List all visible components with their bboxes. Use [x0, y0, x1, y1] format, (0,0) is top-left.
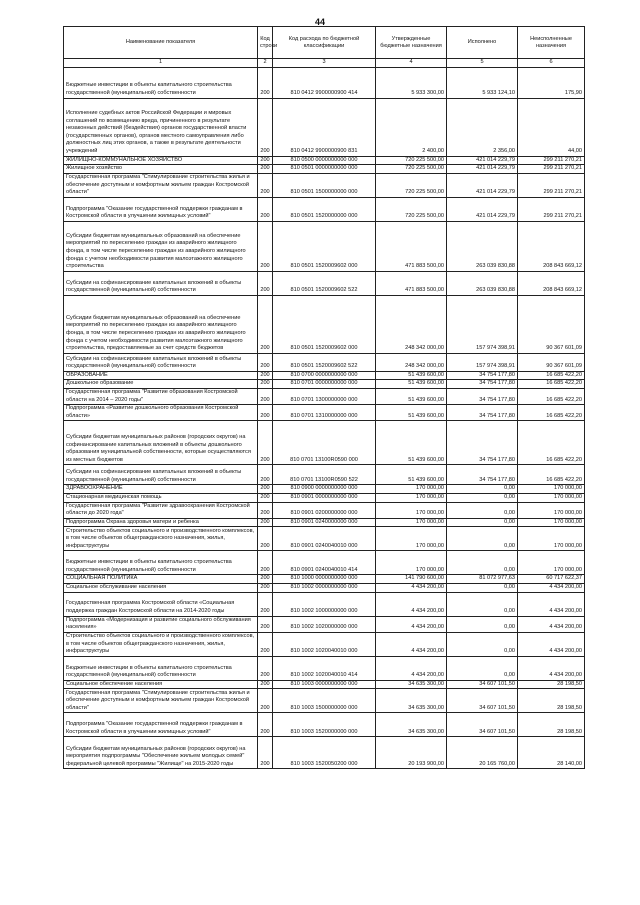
expense-code-cell: 810 0701 1310000000 000: [273, 405, 376, 421]
table-row: [64, 371, 585, 380]
header-executed: Исполнено: [447, 27, 518, 59]
indicator-name-cell: Подпрограмма «Модернизация и развитие социального обслуживания населения»: [64, 616, 258, 632]
indicator-name-cell: СОЦИАЛЬНАЯ ПОЛИТИКА: [64, 575, 258, 584]
unexecuted-amount-cell: 4 434 200,00: [518, 592, 585, 616]
unexecuted-amount-cell: 170 000,00: [518, 518, 585, 527]
header-line-code: Код строки: [258, 27, 273, 59]
executed-amount-cell: 0,00: [447, 551, 518, 575]
table-row: [64, 680, 585, 689]
expense-code-cell: 810 1002 1020000000 000: [273, 616, 376, 632]
table-row: [64, 98, 585, 156]
line-code-cell: 200: [258, 713, 273, 737]
table-row: [64, 583, 585, 592]
column-number: 5: [447, 59, 518, 68]
table-row: [64, 656, 585, 680]
executed-amount-cell: 34 754 177,80: [447, 388, 518, 404]
indicator-name-cell: Государственная программа Костромской области «Социальная поддержка граждан Костромской области на 2014-2020 годы: [64, 592, 258, 616]
unexecuted-amount-cell: 90 367 601,09: [518, 295, 585, 353]
indicator-name-cell: ЖИЛИЩНО-КОММУНАЛЬНОЕ ХОЗЯЙСТВО: [64, 156, 258, 165]
indicator-name-cell: Подпрограмма "Оказание государственной поддержки гражданам в Костромской области в улучшении жилищных условий": [64, 197, 258, 221]
approved-amount-cell: 51 439 600,00: [376, 371, 447, 380]
table-row: [64, 713, 585, 737]
approved-amount-cell: 170 000,00: [376, 527, 447, 551]
table-row: [64, 502, 585, 518]
table-row: [64, 173, 585, 197]
executed-amount-cell: 34 754 177,80: [447, 465, 518, 485]
expense-code-cell: 810 1000 0000000000 000: [273, 575, 376, 584]
column-number-row: [64, 59, 585, 68]
header-approved: Утвержденные бюджетные назначения: [376, 27, 447, 59]
table-row: [64, 592, 585, 616]
executed-amount-cell: 34 607 101,50: [447, 689, 518, 713]
approved-amount-cell: 4 434 200,00: [376, 592, 447, 616]
expense-code-cell: 810 0501 1520009602 522: [273, 353, 376, 371]
executed-amount-cell: 0,00: [447, 493, 518, 502]
table-row: [64, 353, 585, 371]
executed-amount-cell: 0,00: [447, 502, 518, 518]
indicator-name-cell: Стационарная медицинская помощь: [64, 493, 258, 502]
executed-amount-cell: 0,00: [447, 518, 518, 527]
approved-amount-cell: 248 342 000,00: [376, 353, 447, 371]
expense-code-cell: 810 0701 13100R0590 522: [273, 465, 376, 485]
table-row: [64, 551, 585, 575]
expense-code-cell: 810 0701 0000000000 000: [273, 380, 376, 389]
expense-code-cell: 810 0501 0000000000 000: [273, 165, 376, 174]
unexecuted-amount-cell: 16 685 422,20: [518, 388, 585, 404]
approved-amount-cell: 4 434 200,00: [376, 656, 447, 680]
table-row: [64, 632, 585, 656]
executed-amount-cell: 263 039 830,88: [447, 221, 518, 271]
header-indicator-name: Наименование показателя: [64, 27, 258, 59]
line-code-cell: 200: [258, 493, 273, 502]
unexecuted-amount-cell: 299 211 270,21: [518, 197, 585, 221]
executed-amount-cell: 2 356,00: [447, 98, 518, 156]
executed-amount-cell: 0,00: [447, 632, 518, 656]
unexecuted-amount-cell: 60 717 622,37: [518, 575, 585, 584]
expense-code-cell: 810 0901 0240000000 000: [273, 518, 376, 527]
executed-amount-cell: 34 754 177,80: [447, 371, 518, 380]
approved-amount-cell: 170 000,00: [376, 502, 447, 518]
line-code-cell: 200: [258, 616, 273, 632]
line-code-cell: 200: [258, 197, 273, 221]
executed-amount-cell: 34 607 101,50: [447, 680, 518, 689]
column-number: 1: [64, 59, 258, 68]
header-expense-code: Код расхода по бюджетной классификации: [273, 27, 376, 59]
table-row: [64, 67, 585, 98]
line-code-cell: 200: [258, 656, 273, 680]
expense-code-cell: 810 0901 0240040010 000: [273, 527, 376, 551]
table-row: [64, 405, 585, 421]
line-code-cell: 200: [258, 173, 273, 197]
executed-amount-cell: 0,00: [447, 656, 518, 680]
indicator-name-cell: Субсидии на софинансирование капитальных вложений в объекты государственной (муниципальной) собственности: [64, 271, 258, 295]
table-row: [64, 689, 585, 713]
executed-amount-cell: 34 754 177,80: [447, 380, 518, 389]
unexecuted-amount-cell: 299 211 270,21: [518, 173, 585, 197]
unexecuted-amount-cell: 299 211 270,21: [518, 156, 585, 165]
line-code-cell: 200: [258, 421, 273, 465]
unexecuted-amount-cell: 208 843 669,12: [518, 271, 585, 295]
expense-code-cell: 810 0701 1300000000 000: [273, 388, 376, 404]
expense-code-cell: 810 0412 9900000900 831: [273, 98, 376, 156]
indicator-name-cell: Государственная программа "Стимулирование строительства жилья и обеспечение доступным и комфортным жильем граждан Костромской области": [64, 173, 258, 197]
indicator-name-cell: ОБРАЗОВАНИЕ: [64, 371, 258, 380]
executed-amount-cell: 20 165 760,00: [447, 737, 518, 769]
expense-code-cell: 810 0900 0000000000 000: [273, 485, 376, 494]
table-row: [64, 527, 585, 551]
unexecuted-amount-cell: 28 198,50: [518, 680, 585, 689]
column-number: 2: [258, 59, 273, 68]
expense-code-cell: 810 0500 0000000000 000: [273, 156, 376, 165]
approved-amount-cell: 20 193 900,00: [376, 737, 447, 769]
line-code-cell: 200: [258, 380, 273, 389]
table-row: [64, 295, 585, 353]
approved-amount-cell: 51 439 600,00: [376, 421, 447, 465]
executed-amount-cell: 0,00: [447, 616, 518, 632]
unexecuted-amount-cell: 90 367 601,09: [518, 353, 585, 371]
table-row: [64, 221, 585, 271]
line-code-cell: 200: [258, 551, 273, 575]
table-row: [64, 465, 585, 485]
table-body: [64, 67, 585, 769]
header-unexecuted: Неисполненные назначения: [518, 27, 585, 59]
table-row: [64, 616, 585, 632]
table-row: [64, 271, 585, 295]
expense-code-cell: 810 0412 9900000900 414: [273, 67, 376, 98]
expense-code-cell: 810 0501 1520009602 522: [273, 271, 376, 295]
unexecuted-amount-cell: 170 000,00: [518, 551, 585, 575]
approved-amount-cell: 170 000,00: [376, 493, 447, 502]
indicator-name-cell: Подпрограмма "Оказание государственной поддержки гражданам в Костромской области в улучшении жилищных условий": [64, 713, 258, 737]
approved-amount-cell: 471 883 500,00: [376, 271, 447, 295]
approved-amount-cell: 34 635 300,00: [376, 680, 447, 689]
expense-code-cell: 810 1003 0000000000 000: [273, 680, 376, 689]
approved-amount-cell: 4 434 200,00: [376, 632, 447, 656]
indicator-name-cell: Субсидии бюджетам муниципальных образований на обеспечение мероприятий по переселению граждан из аварийного жилищного фонда, в том числе переселению граждан из аварийного жилищного фонда с учетом необходимости развития малоэтажного жилищного строительства: [64, 221, 258, 271]
unexecuted-amount-cell: 16 685 422,20: [518, 371, 585, 380]
approved-amount-cell: 5 933 300,00: [376, 67, 447, 98]
approved-amount-cell: 2 400,00: [376, 98, 447, 156]
unexecuted-amount-cell: 170 000,00: [518, 485, 585, 494]
unexecuted-amount-cell: 170 000,00: [518, 502, 585, 518]
table-row: [64, 485, 585, 494]
executed-amount-cell: 421 014 229,79: [447, 156, 518, 165]
indicator-name-cell: Социальное обеспечение населения: [64, 680, 258, 689]
unexecuted-amount-cell: 208 843 669,12: [518, 221, 585, 271]
line-code-cell: 200: [258, 98, 273, 156]
approved-amount-cell: 51 439 600,00: [376, 405, 447, 421]
column-number: 3: [273, 59, 376, 68]
unexecuted-amount-cell: 16 685 422,20: [518, 405, 585, 421]
approved-amount-cell: 4 434 200,00: [376, 616, 447, 632]
approved-amount-cell: 34 635 300,00: [376, 713, 447, 737]
approved-amount-cell: 34 635 300,00: [376, 689, 447, 713]
expense-code-cell: 810 0901 0200000000 000: [273, 502, 376, 518]
line-code-cell: 200: [258, 527, 273, 551]
unexecuted-amount-cell: 175,90: [518, 67, 585, 98]
table-row: [64, 737, 585, 769]
expense-code-cell: 810 0501 1520000000 000: [273, 197, 376, 221]
indicator-name-cell: Бюджетные инвестиции в объекты капитального строительства государственной (муниципальной) собственности: [64, 551, 258, 575]
line-code-cell: 200: [258, 165, 273, 174]
table-row: [64, 165, 585, 174]
line-code-cell: 200: [258, 156, 273, 165]
indicator-name-cell: Строительство объектов социального и производственного комплексов, в том числе объектов общегражданского назначения, жилья, инфраструктуры: [64, 527, 258, 551]
executed-amount-cell: 421 014 229,79: [447, 165, 518, 174]
line-code-cell: 200: [258, 592, 273, 616]
executed-amount-cell: 263 039 830,88: [447, 271, 518, 295]
indicator-name-cell: Жилищное хозяйство: [64, 165, 258, 174]
table-row: [64, 156, 585, 165]
line-code-cell: 200: [258, 502, 273, 518]
line-code-cell: 200: [258, 583, 273, 592]
indicator-name-cell: Субсидии бюджетам муниципальных образований на обеспечение мероприятий по переселению граждан из аварийного жилищного фонда, в том числе переселению граждан из аварийного жилищного фонда с учетом необходимости развития малоэтажного жилищного строительства, предоставляемые за счет средств бюджетов: [64, 295, 258, 353]
line-code-cell: 200: [258, 405, 273, 421]
unexecuted-amount-cell: 4 434 200,00: [518, 632, 585, 656]
indicator-name-cell: Субсидии на софинансирование капитальных вложений в объекты государственной (муниципальной) собственности: [64, 353, 258, 371]
approved-amount-cell: 4 434 200,00: [376, 583, 447, 592]
expense-code-cell: 810 1002 1000000000 000: [273, 592, 376, 616]
expense-code-cell: 810 1002 1020040010 414: [273, 656, 376, 680]
approved-amount-cell: 720 225 500,00: [376, 156, 447, 165]
executed-amount-cell: 0,00: [447, 583, 518, 592]
unexecuted-amount-cell: 28 198,50: [518, 713, 585, 737]
approved-amount-cell: 51 439 600,00: [376, 465, 447, 485]
expense-code-cell: 810 0501 1500000000 000: [273, 173, 376, 197]
executed-amount-cell: 157 974 398,91: [447, 353, 518, 371]
approved-amount-cell: 51 439 600,00: [376, 388, 447, 404]
executed-amount-cell: 157 974 398,91: [447, 295, 518, 353]
unexecuted-amount-cell: 16 685 422,20: [518, 421, 585, 465]
expense-code-cell: 810 1003 1520000000 000: [273, 713, 376, 737]
line-code-cell: 200: [258, 737, 273, 769]
table-header: [64, 27, 585, 68]
line-code-cell: 200: [258, 221, 273, 271]
indicator-name-cell: Подпрограмма «Развитие дошкольного образования Костромской области»: [64, 405, 258, 421]
table-row: [64, 380, 585, 389]
expense-code-cell: 810 1002 1020040010 000: [273, 632, 376, 656]
executed-amount-cell: 0,00: [447, 527, 518, 551]
unexecuted-amount-cell: 28 198,50: [518, 689, 585, 713]
line-code-cell: 200: [258, 295, 273, 353]
line-code-cell: 200: [258, 518, 273, 527]
approved-amount-cell: 720 225 500,00: [376, 173, 447, 197]
approved-amount-cell: 51 439 600,00: [376, 380, 447, 389]
budget-execution-table: [63, 26, 585, 769]
expense-code-cell: 810 1003 1520050200 000: [273, 737, 376, 769]
indicator-name-cell: Исполнение судебных актов Российской Федерации и мировых соглашений по возмещению вреда, причиненного в результате незаконных действий (бездействия) органов государственной власти (государственных органов), органов местного самоуправления либо должностных лиц этих органов, а также в результате деятельности учреждений: [64, 98, 258, 156]
table-row: [64, 388, 585, 404]
expense-code-cell: 810 0701 13100R0590 000: [273, 421, 376, 465]
approved-amount-cell: 141 790 600,00: [376, 575, 447, 584]
executed-amount-cell: 0,00: [447, 592, 518, 616]
indicator-name-cell: Государственная программа "Развитие образования Костромской области на 2014 – 2020 годы": [64, 388, 258, 404]
executed-amount-cell: 81 072 977,63: [447, 575, 518, 584]
line-code-cell: 200: [258, 575, 273, 584]
unexecuted-amount-cell: 299 211 270,21: [518, 165, 585, 174]
approved-amount-cell: 170 000,00: [376, 551, 447, 575]
executed-amount-cell: 5 933 124,10: [447, 67, 518, 98]
line-code-cell: 200: [258, 485, 273, 494]
line-code-cell: 200: [258, 271, 273, 295]
line-code-cell: 200: [258, 680, 273, 689]
expense-code-cell: 810 0700 0000000000 000: [273, 371, 376, 380]
unexecuted-amount-cell: 170 000,00: [518, 493, 585, 502]
unexecuted-amount-cell: 4 434 200,00: [518, 583, 585, 592]
page-number: 44: [314, 17, 325, 27]
expense-code-cell: 810 0501 1520009602 000: [273, 221, 376, 271]
approved-amount-cell: 170 000,00: [376, 485, 447, 494]
approved-amount-cell: 170 000,00: [376, 518, 447, 527]
indicator-name-cell: Бюджетные инвестиции в объекты капитального строительства государственной (муниципальной) собственности: [64, 656, 258, 680]
indicator-name-cell: Дошкольное образование: [64, 380, 258, 389]
line-code-cell: 200: [258, 67, 273, 98]
executed-amount-cell: 34 607 101,50: [447, 713, 518, 737]
indicator-name-cell: Бюджетные инвестиции в объекты капитального строительства государственной (муниципальной) собственности: [64, 67, 258, 98]
indicator-name-cell: Социальное обслуживание населения: [64, 583, 258, 592]
line-code-cell: 200: [258, 388, 273, 404]
expense-code-cell: 810 1003 1500000000 000: [273, 689, 376, 713]
line-code-cell: 200: [258, 689, 273, 713]
column-number: 4: [376, 59, 447, 68]
executed-amount-cell: 421 014 229,79: [447, 197, 518, 221]
unexecuted-amount-cell: 28 140,00: [518, 737, 585, 769]
indicator-name-cell: Государственная программа "Развитие здравоохранения Костромской области до 2020 года": [64, 502, 258, 518]
table-row: [64, 197, 585, 221]
indicator-name-cell: Государственная программа "Стимулирование строительства жилья и обеспечение доступным и комфортным жильем граждан Костромской области": [64, 689, 258, 713]
executed-amount-cell: 34 754 177,80: [447, 405, 518, 421]
unexecuted-amount-cell: 44,00: [518, 98, 585, 156]
indicator-name-cell: Субсидии бюджетам муниципальных районов (городских округов) на софинансирование капитальных вложений в объекты дошкольного образования муниципальной собственности, которые осуществляются из местных бюджетов: [64, 421, 258, 465]
column-number: 6: [518, 59, 585, 68]
line-code-cell: 200: [258, 353, 273, 371]
expense-code-cell: 810 0501 1520009602 000: [273, 295, 376, 353]
unexecuted-amount-cell: 4 434 200,00: [518, 656, 585, 680]
approved-amount-cell: 248 342 000,00: [376, 295, 447, 353]
table-row: [64, 575, 585, 584]
approved-amount-cell: 720 225 500,00: [376, 197, 447, 221]
unexecuted-amount-cell: 4 434 200,00: [518, 616, 585, 632]
indicator-name-cell: Субсидии на софинансирование капитальных вложений в объекты государственной (муниципальной) собственности: [64, 465, 258, 485]
indicator-name-cell: Строительство объектов социального и производственного комплексов, в том числе объектов общегражданского назначения, жилья, инфраструктуры: [64, 632, 258, 656]
table-row: [64, 518, 585, 527]
unexecuted-amount-cell: 170 000,00: [518, 527, 585, 551]
expense-code-cell: 810 0901 0000000000 000: [273, 493, 376, 502]
indicator-name-cell: Подпрограмма Охрана здоровья матери и ребенка: [64, 518, 258, 527]
expense-code-cell: 810 0901 0240040010 414: [273, 551, 376, 575]
table-row: [64, 421, 585, 465]
approved-amount-cell: 471 883 500,00: [376, 221, 447, 271]
line-code-cell: 200: [258, 632, 273, 656]
unexecuted-amount-cell: 16 685 422,20: [518, 380, 585, 389]
indicator-name-cell: Субсидии бюджетам муниципальных районов (городских округов) на мероприятия подпрограммы "Обеспечение жильем молодых семей" федеральной целевой программы "Жилище" на 2015-2020 годы: [64, 737, 258, 769]
line-code-cell: 200: [258, 371, 273, 380]
approved-amount-cell: 720 225 500,00: [376, 165, 447, 174]
executed-amount-cell: 0,00: [447, 485, 518, 494]
table-row: [64, 493, 585, 502]
executed-amount-cell: 421 014 229,79: [447, 173, 518, 197]
expense-code-cell: 810 1002 0000000000 000: [273, 583, 376, 592]
line-code-cell: 200: [258, 465, 273, 485]
unexecuted-amount-cell: 16 685 422,20: [518, 465, 585, 485]
indicator-name-cell: ЗДРАВООХРАНЕНИЕ: [64, 485, 258, 494]
executed-amount-cell: 34 754 177,80: [447, 421, 518, 465]
